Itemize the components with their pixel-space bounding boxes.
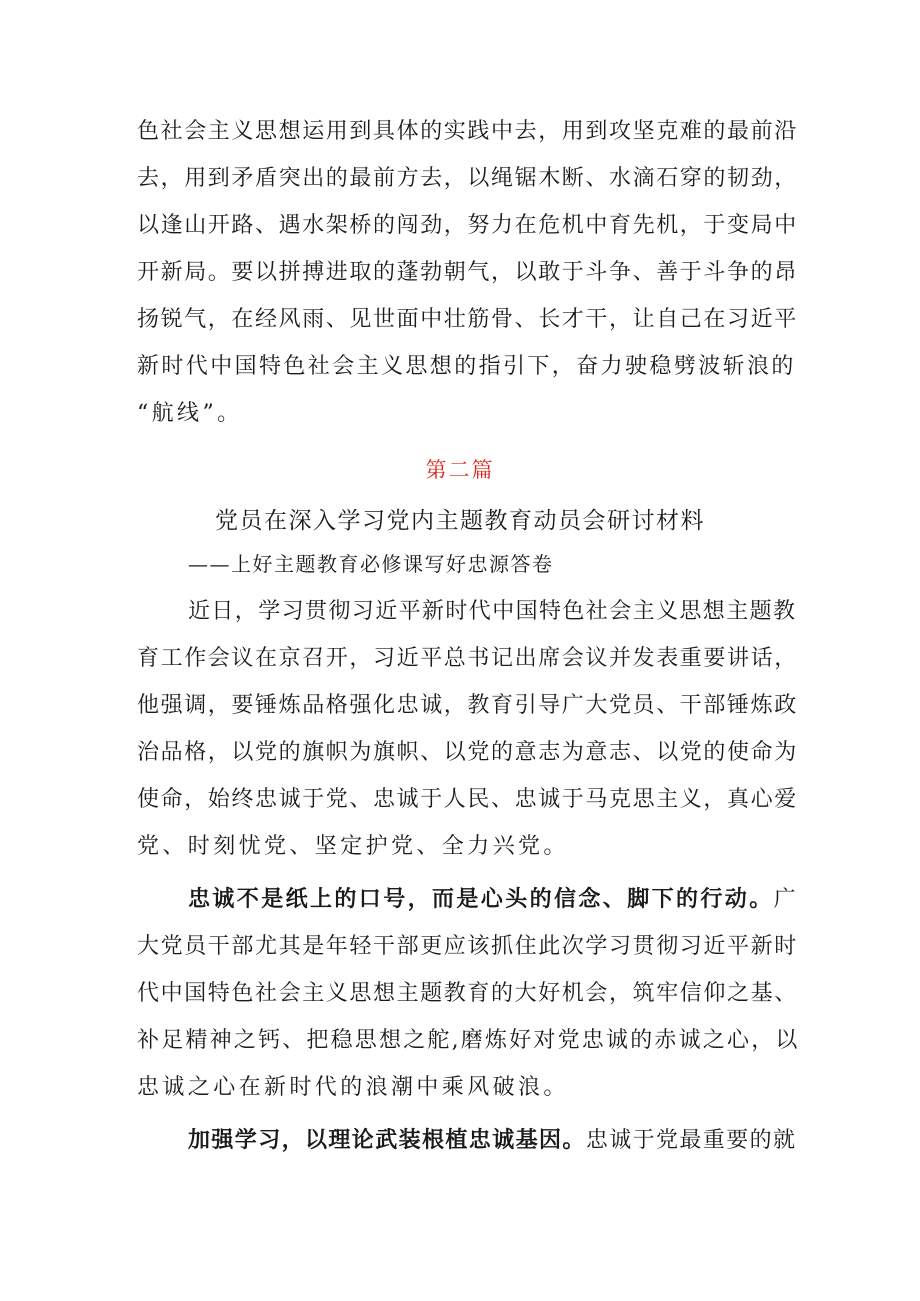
paragraph-line: 扬锐气，在经风雨、见世面中壮筋骨、长才干，让自己在习近平 (137, 307, 798, 332)
paragraph-line: “航线”。 (137, 401, 243, 426)
paragraph-text: 广 (773, 887, 799, 912)
document-subtitle: ——上好主题教育必修课写好忠源答卷 (188, 552, 554, 576)
paragraph-line: 党、时刻忧党、坚定护党、全力兴党。 (137, 834, 569, 859)
paragraph-line: 使命，始终忠诚于党、忠诚于人民、忠诚于马克思主义，真心爱 (137, 787, 798, 812)
paragraph-first-line (188, 885, 798, 915)
paragraph-line: 近日，学习贯彻习近平新时代中国特色社会主义思想主题教 (188, 599, 797, 624)
paragraph-line: 他强调，要锤炼品格强化忠诚，教育引导广大党员、干部锤炼政 (137, 693, 798, 718)
paragraph-line: 大党员干部尤其是年轻干部更应该抓住此次学习贯彻习近平新时 (137, 934, 798, 959)
paragraph-line: 育工作会议在京召开，习近平总书记出席会议并发表重要讲话， (137, 646, 798, 671)
paragraph-line: 忠诚之心在新时代的浪潮中乘风破浪。 (137, 1075, 569, 1100)
paragraph-line: 代中国特色社会主义思想主题教育的大好机会，筑牢信仰之基、 (137, 981, 798, 1006)
paragraph-line: 治品格，以党的旗帜为旗帜、以党的意志为意志、以党的使命为 (137, 740, 798, 765)
bold-lead-sentence: 加强学习，以理论武装根植忠诚基因。 (188, 1128, 586, 1153)
section-title: 第二篇 (425, 458, 495, 482)
paragraph-line: 开新局。要以拼搏进取的蓬勃朝气，以敢于斗争、善于斗争的昂 (137, 260, 798, 285)
paragraph-line: 以逢山开路、遇水架桥的闯劲，努力在危机中育先机，于变局中 (137, 213, 798, 238)
paragraph-first-line (188, 1126, 796, 1156)
paragraph-line: 新时代中国特色社会主义思想的指引下，奋力驶稳劈波斩浪的 (137, 354, 796, 379)
paragraph-line: 补足精神之钙、把稳思想之舵,磨炼好对党忠诚的赤诚之心，以 (137, 1028, 800, 1053)
bold-lead-sentence: 忠诚不是纸上的口号，而是心头的信念、脚下的行动。 (188, 887, 774, 912)
paragraph-line: 色社会主义思想运用到具体的实践中去，用到攻坚克难的最前沿 (137, 119, 798, 144)
document-title: 党员在深入学习党内主题教育动员会研讨材料 (215, 508, 705, 534)
paragraph-line: 去，用到矛盾突出的最前方去，以绳锯木断、水滴石穿的韧劲， (137, 166, 798, 191)
paragraph-text: 忠诚于党最重要的就 (585, 1128, 797, 1153)
